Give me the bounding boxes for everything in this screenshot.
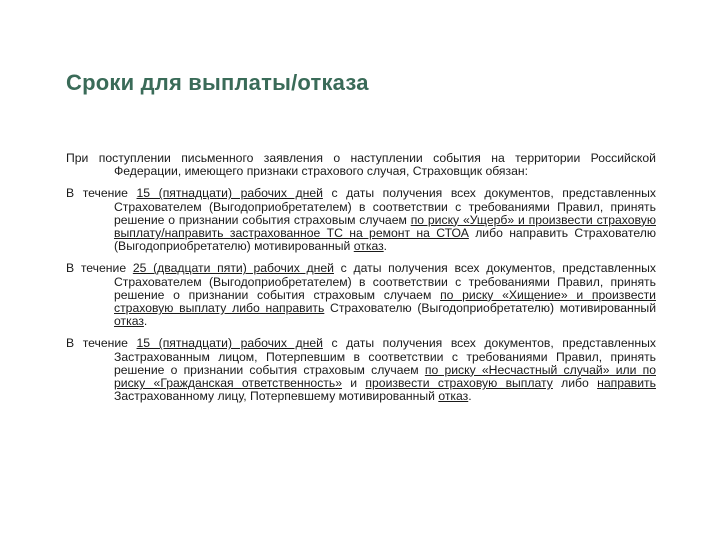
slide-body: [66, 152, 656, 412]
underlined-text: 25 (двадцати пяти) рабочих дней: [132, 261, 334, 276]
text-run: Страхователю (Выгодоприобретателю) мотивированный: [324, 301, 657, 316]
text-run: с даты получения всех документов, представленных Страхователем (Выгодоприобретателем) в соответствии с требованиями Правил, принять решение о признании события страховым случаем: [114, 261, 656, 302]
paragraph-accident: [66, 337, 656, 403]
underlined-text: отказ: [438, 389, 469, 404]
paragraph-intro: [66, 152, 656, 178]
text-run: В течение: [66, 186, 137, 201]
text-run: .: [468, 389, 472, 404]
text-run: с даты получения всех документов, представленных Страхователем (Выгодоприобретателем) в соответствии с требованиями Правил, принять решение о признании события страховым случаем: [114, 186, 656, 227]
underlined-text: по риску «Ущерб» и произвести страховую выплату/направить застрахованное ТС на ремонт на СТОА: [114, 212, 656, 241]
underlined-text: 15 (пятнадцати) рабочих дней: [136, 336, 323, 351]
underlined-text: 15 (пятнадцати) рабочих дней: [136, 186, 323, 201]
underlined-text: направить: [597, 376, 656, 391]
text-run: .: [383, 239, 388, 254]
underlined-text: отказ: [353, 239, 384, 254]
text-run: .: [143, 314, 148, 329]
underlined-text: произвести страховую выплату: [365, 376, 553, 391]
text-run: с даты получения всех документов, представленных Застрахованным лицом, Потерпевшим в соответствии с требованиями Правил, принять решение о признании события страховым случаем: [114, 336, 656, 377]
text-run: либо: [552, 376, 598, 391]
underlined-text: по риску «Хищение» и произвести страховую выплату либо направить: [114, 287, 656, 316]
slide-title: Сроки для выплаты/отказа: [66, 70, 369, 95]
text-run: В течение: [66, 261, 133, 276]
paragraph-theft: [66, 262, 656, 328]
underlined-text: отказ: [114, 314, 144, 329]
text-run: либо направить Страхователю (Выгодоприобретателю) мотивированный: [114, 226, 656, 254]
text-run: и: [342, 376, 366, 391]
text-run: Застрахованному лицу, Потерпевшему мотивированный: [114, 389, 439, 404]
text-run: В течение: [66, 336, 137, 351]
text-run: При поступлении письменного заявления о наступлении события на территории Российской Федерации, имеющего признаки страхового случая, Страховщик обязан:: [66, 151, 656, 179]
underlined-text: по риску «Несчастный случай» или по риску «Гражданская ответственность»: [114, 362, 656, 391]
paragraph-damage: [66, 187, 656, 253]
